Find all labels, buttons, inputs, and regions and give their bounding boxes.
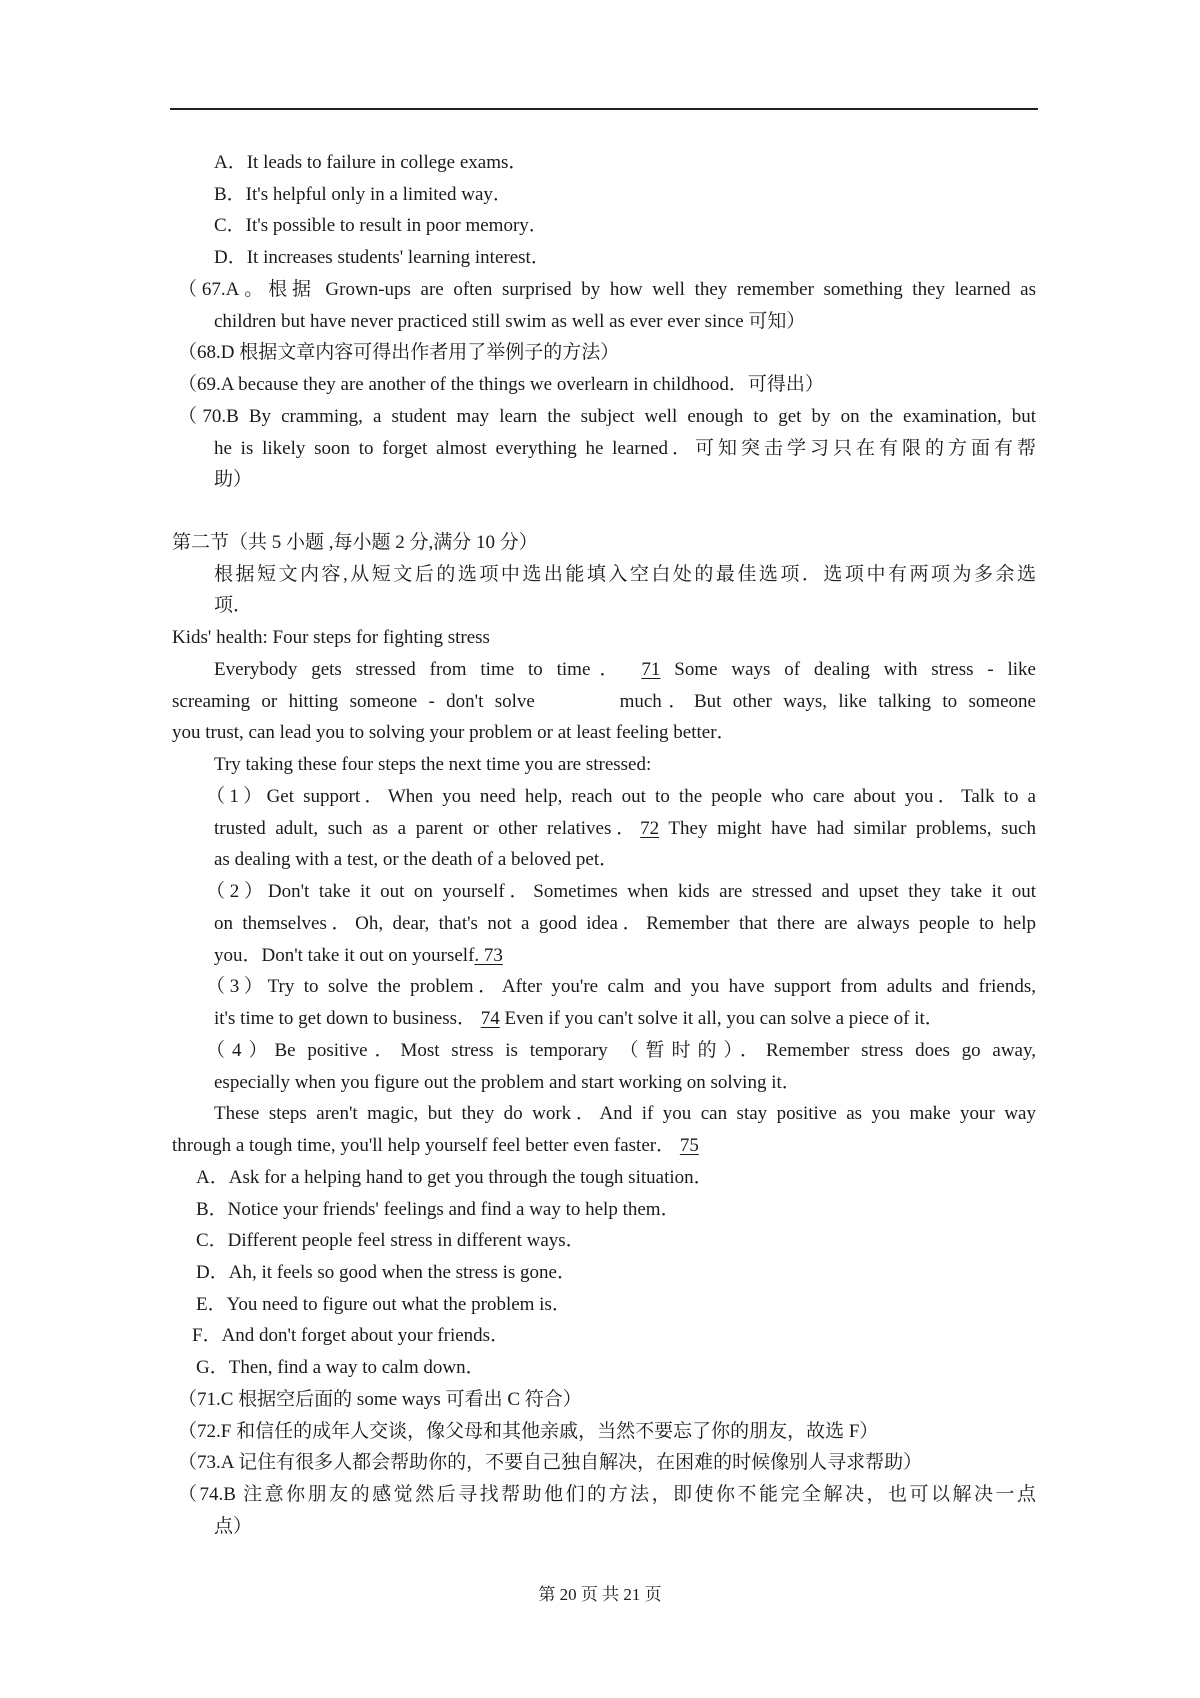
section-instruction-line2: 项． bbox=[214, 595, 253, 616]
option-b: B．Notice your friends' feelings and find a way to help them． bbox=[196, 1199, 680, 1220]
option-d: D．Ah, it feels so good when the stress is gone． bbox=[196, 1262, 576, 1283]
answer-70-line1: （70.B By cramming, a student may learn the subject well enough to get by on the examination, but bbox=[178, 406, 1036, 427]
answer-72: （72.F 和信任的成年人交谈，像父母和其他亲戚，当然不要忘了你的朋友，故选 F） bbox=[178, 1421, 879, 1442]
step2-line2: on themselves．Oh, dear, that's not a good idea．Remember that there are always people to help bbox=[214, 913, 1036, 934]
blank-72: 72 bbox=[640, 818, 660, 839]
passage-p1-line3: you trust, can lead you to solving your problem or at least feeling better． bbox=[172, 722, 736, 743]
answer-67-line1: （67.A。根据 Grown-ups are often surprised by how well they remember something they learned as bbox=[178, 279, 1036, 300]
answer-71: （71.C 根据空后面的 some ways 可看出 C 符合） bbox=[178, 1389, 582, 1410]
answer-70-line3: 助） bbox=[214, 469, 253, 490]
page-number: 第 20 页 共 21 页 bbox=[538, 1585, 662, 1604]
answer-74-line2: 点） bbox=[214, 1516, 253, 1537]
header-rule bbox=[170, 108, 1038, 110]
passage-last-line1: These steps aren't magic, but they do work．And if you can stay positive as you make your way bbox=[214, 1103, 1036, 1124]
step3-line1: （3）Try to solve the problem．After you're calm and you have support from adults and friends, bbox=[206, 976, 1036, 997]
option-66-c: C．It's possible to result in poor memory． bbox=[214, 215, 548, 236]
section-instruction-line1: 根据短文内容,从短文后的选项中选出能填入空白处的最佳选项．选项中有两项为多余选 bbox=[214, 564, 1036, 585]
passage-p2: Try taking these four steps the next time you are stressed: bbox=[214, 754, 652, 775]
answer-69: （69.A because they are another of the things we overlearn in childhood．可得出） bbox=[178, 374, 824, 395]
blank-73: . 73 bbox=[474, 945, 503, 966]
passage-last-line2: through a tough time, you'll help yourself feel better even faster． 75 bbox=[172, 1135, 699, 1156]
step4-line2: especially when you figure out the problem and start working on solving it． bbox=[214, 1072, 801, 1093]
option-a: A．Ask for a helping hand to get you through the tough situation． bbox=[196, 1167, 713, 1188]
passage-title: Kids' health: Four steps for fighting stress bbox=[172, 627, 490, 648]
option-66-b: B．It's helpful only in a limited way． bbox=[214, 184, 512, 205]
step1-line3: as dealing with a test, or the death of a beloved pet． bbox=[214, 849, 619, 870]
step1-line1: （1）Get support．When you need help, reach out to the people who care about you．Talk to a bbox=[206, 786, 1036, 807]
step1-line2: trusted adult, such as a parent or other relatives．72 They might have had similar problems, such bbox=[214, 818, 1036, 839]
blank-75: 75 bbox=[679, 1135, 699, 1156]
option-c: C．Different people feel stress in different ways． bbox=[196, 1230, 585, 1251]
option-66-d: D．It increases students' learning interest． bbox=[214, 247, 550, 268]
answer-68: （68.D 根据文章内容可得出作者用了举例子的方法） bbox=[178, 342, 620, 363]
option-g: G．Then, find a way to calm down． bbox=[196, 1357, 485, 1378]
option-f: F．And don't forget about your friends． bbox=[192, 1325, 510, 1346]
answer-70-line2: he is likely soon to forget almost everything he learned．可知突击学习只在有限的方面有帮 bbox=[214, 438, 1036, 459]
blank-71: 71 bbox=[641, 659, 661, 680]
section-heading: 第二节（共 5 小题 ,每小题 2 分,满分 10 分） bbox=[172, 532, 538, 553]
step2-line3: you．Don't take it out on yourself. 73 bbox=[214, 945, 503, 966]
step3-line2: it's time to get down to business． 74 Even if you can't solve it all, you can solve a piece of it． bbox=[214, 1008, 944, 1029]
option-e: E．You need to figure out what the problem is． bbox=[196, 1294, 571, 1315]
step4-line1: （4）Be positive．Most stress is temporary （暂时的）．Remember stress does go away, bbox=[206, 1040, 1036, 1061]
blank-74: 74 bbox=[480, 1008, 500, 1029]
passage-p1-line1: Everybody gets stressed from time to time． 71 Some ways of dealing with stress - like bbox=[214, 659, 1036, 680]
answer-67-line2: children but have never practiced still swim as well as ever ever since 可知） bbox=[214, 311, 806, 332]
option-66-a: A．It leads to failure in college exams． bbox=[214, 152, 528, 173]
passage-p1-line2: screaming or hitting someone - don't solve much．But other ways, like talking to someone bbox=[172, 691, 1036, 712]
answer-74-line1: （74.B 注意你朋友的感觉然后寻找帮助他们的方法，即使你不能完全解决，也可以解决一点 bbox=[178, 1484, 1036, 1505]
step2-line1: （2）Don't take it out on yourself．Sometimes when kids are stressed and upset they take it out bbox=[206, 881, 1036, 902]
answer-73: （73.A 记住有很多人都会帮助你的，不要自己独自解决，在困难的时候像别人寻求帮助） bbox=[178, 1452, 923, 1473]
